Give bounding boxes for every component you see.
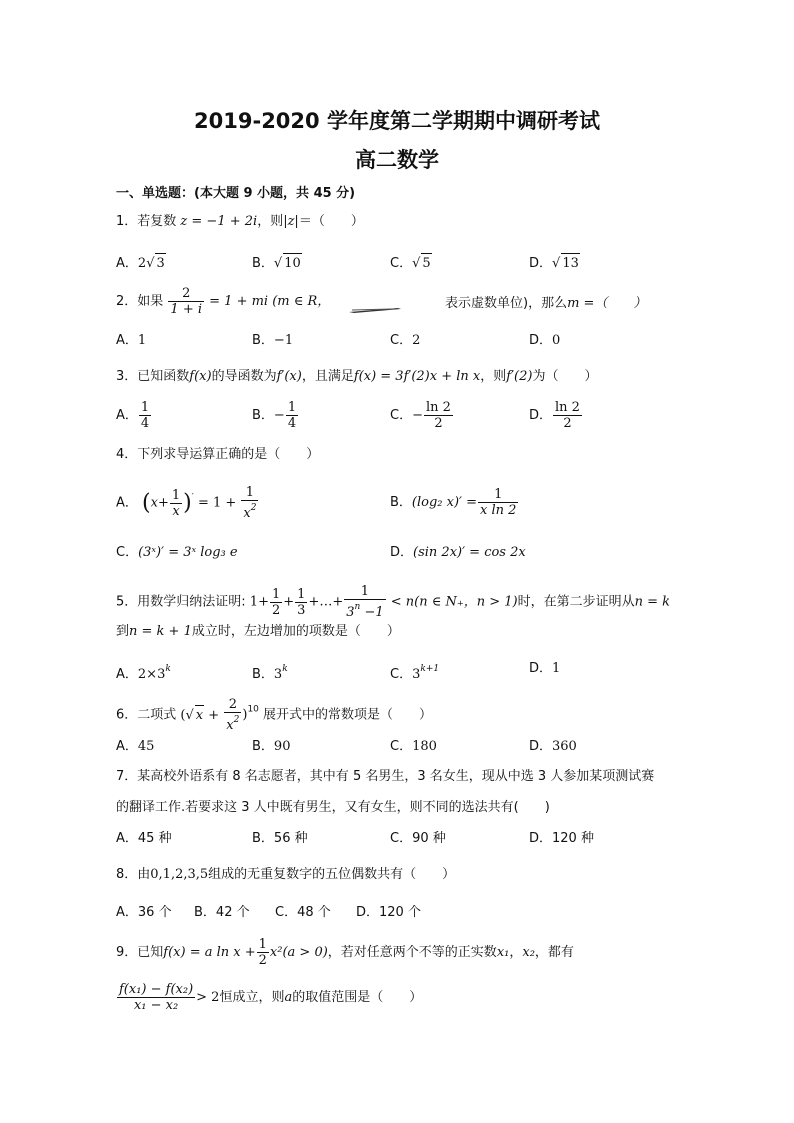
q4-option-d: D．(sin 2x)′ = cos 2x bbox=[390, 545, 526, 560]
smudge-mark bbox=[348, 299, 402, 306]
exam-subtitle: 高二数学 bbox=[355, 148, 439, 172]
q2-fraction: $\frac{2}{1 + i}$ bbox=[170, 286, 203, 317]
q7-stem-line1: 7．某高校外语系有 8 名志愿者，其中有 5 名男生，3 名女生，现从中选 3 人参加某项测试赛 bbox=[116, 769, 655, 784]
q6-option-d: D．360 bbox=[529, 739, 577, 754]
q8-option-a: A．36 个 bbox=[116, 905, 172, 920]
q4-option-b: B．(log₂ x)′ = $\frac{1}{\text{x ln 2}}$ bbox=[390, 487, 517, 518]
q2-option-b: B．−1 bbox=[252, 333, 294, 348]
q8-option-c: C．48 个 bbox=[275, 905, 331, 920]
q2-option-d: D．0 bbox=[529, 333, 561, 348]
q7-option-a: A．45 种 bbox=[116, 831, 172, 846]
q6-option-c: C．180 bbox=[390, 739, 437, 754]
q2-stem-tail: 表示虚数单位)，那么m =（ ） bbox=[445, 296, 647, 311]
q9-stem: 9．已知f(x) = a ln x + $\frac{1}{2}$ x²(a > 0)，若对任意两个不等的正实数x₁，x₂，都有 bbox=[116, 937, 574, 968]
q4-option-c: C．(3ˣ)′ = 3ˣ log₃ e bbox=[116, 545, 238, 560]
q1-option-c: C．√ 5 bbox=[390, 253, 432, 274]
q5-option-c: C．$3^{k+1}$ bbox=[390, 664, 440, 682]
q7-option-d: D．120 种 bbox=[529, 831, 594, 846]
q6-option-b: B．90 bbox=[252, 739, 291, 754]
q7-option-c: C．90 种 bbox=[390, 831, 446, 846]
q3-stem: 3．已知函数f(x)的导函数为f′(x)，且满足f(x) = 3f′(2)x + ln x，则f′(2)为（ ） bbox=[116, 369, 598, 384]
q8-option-b: B．42 个 bbox=[194, 905, 250, 920]
exam-title: 2019-2020 学年度第二学期期中调研考试 bbox=[194, 109, 600, 133]
q1-option-a: A．2√ 3 bbox=[116, 253, 166, 274]
q7-stem-line2: 的翻译工作.若要求这 3 人中既有男生，又有女生，则不同的选法共有( ) bbox=[116, 800, 550, 815]
q1-option-d: D．√ 13 bbox=[529, 253, 580, 274]
q1-stem: 1．若复数 z = −1 + 2i，则|z|＝（ ） bbox=[116, 214, 364, 229]
q5-option-a: A．$2\times 3^k$ bbox=[116, 664, 171, 682]
section-heading: 一、单选题：(本大题 9 小题，共 45 分) bbox=[116, 186, 356, 201]
q6-option-a: A．45 bbox=[116, 739, 155, 754]
q4-option-a: A． (x+ $\frac{1}{x}$ )′ = 1 + $\frac{1}{x^2}$ bbox=[116, 485, 257, 521]
q6-stem: 6．二项式 (√ x + $\frac{2}{x^2}$ )$^{10}$ 展开式中的常数项是（ ） bbox=[116, 697, 433, 733]
q1-option-b: B．√ 10 bbox=[252, 253, 302, 274]
q3-option-c: C．− $\frac{\ln 2}{2}$ bbox=[390, 400, 451, 431]
q2-option-a: A．1 bbox=[116, 333, 147, 348]
q3-option-b: B．− $\frac{1}{4}$ bbox=[252, 400, 297, 431]
q5-stem-line2: 到n = k + 1成立时，左边增加的项数是（ ） bbox=[116, 624, 400, 639]
q8-stem: 8．由0,1,2,3,5组成的无重复数字的五位偶数共有（ ） bbox=[116, 867, 456, 882]
q5-option-b: B．3$^k$ bbox=[252, 664, 288, 682]
q5-stem: 5．用数学归纳法证明: 1+ $\frac{1}{2}$ + $\frac{1}{3}$ +…+ $\frac{1}{3^n -1}$ < n(n ∈ N₊，n > 1)时，在第二步证明从n = k bbox=[116, 584, 671, 620]
q5-option-d: D．1 bbox=[529, 661, 561, 676]
q4-stem: 4．下列求导运算正确的是（ ） bbox=[116, 447, 320, 462]
q2-option-c: C．2 bbox=[390, 333, 421, 348]
q9-condition: $\frac{\text{f(x₁) − f(x₂)}}{\text{x₁ − x₂}}$ > 2恒成立，则a的取值范围是（ ） bbox=[119, 982, 423, 1013]
q2-stem: 2．如果 $\frac{2}{1 + i}$ = 1 + mi (m ∈ R， bbox=[116, 286, 331, 317]
q3-option-d: D． $\frac{\ln 2}{2}$ bbox=[529, 400, 580, 431]
q3-option-a: A． $\frac{1}{4}$ bbox=[116, 400, 150, 431]
q8-option-d: D．120 个 bbox=[356, 905, 421, 920]
q7-option-b: B．56 种 bbox=[252, 831, 308, 846]
